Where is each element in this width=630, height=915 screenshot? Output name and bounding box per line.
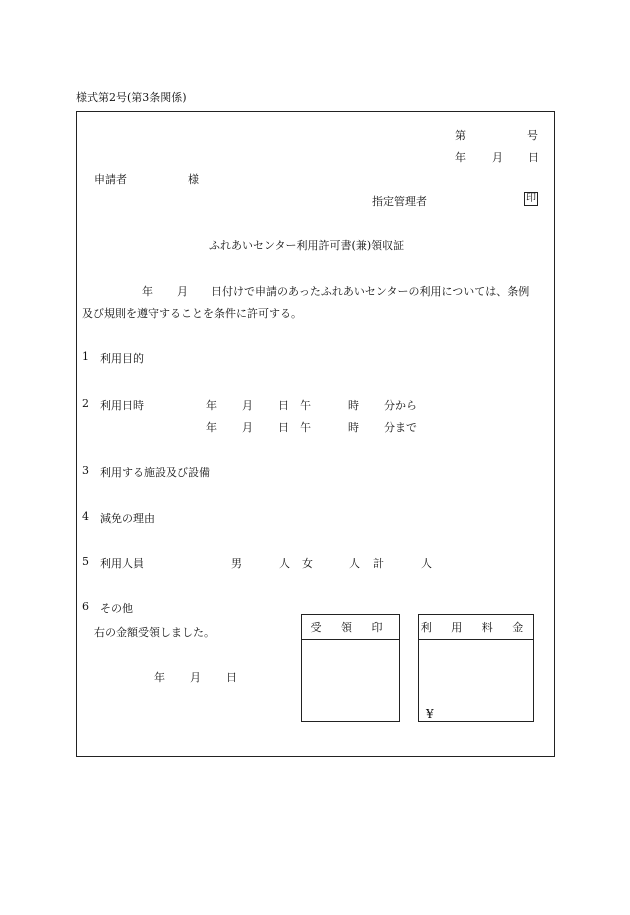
body-year: 年 <box>142 285 153 298</box>
item-number: 2 <box>82 397 89 410</box>
item-label-datetime: 利用日時 <box>100 399 144 412</box>
to-year: 年 <box>206 421 217 434</box>
receipt-month: 月 <box>190 671 201 684</box>
receipt-day: 日 <box>226 671 237 684</box>
from-hour: 時 <box>348 399 359 412</box>
from-month: 月 <box>242 399 253 412</box>
attendance-total: 計 <box>373 557 384 570</box>
document-title: ふれあいセンター利用許可書(兼)領収証 <box>209 239 405 252</box>
to-minute: 分まで <box>384 421 417 434</box>
date-day: 日 <box>528 151 539 164</box>
item-label-facilities: 利用する施設及び設備 <box>100 466 210 479</box>
from-day: 日 <box>278 399 289 412</box>
receipt-year: 年 <box>154 671 165 684</box>
to-month: 月 <box>242 421 253 434</box>
date-month: 月 <box>492 151 503 164</box>
to-day: 日 <box>278 421 289 434</box>
attendance-male: 男 <box>231 557 242 570</box>
attendance-unit: 人 <box>421 557 432 570</box>
item-label-purpose: 利用目的 <box>100 352 144 365</box>
item-number: 1 <box>82 350 89 363</box>
date-year: 年 <box>455 151 466 164</box>
to-hour: 時 <box>348 421 359 434</box>
form-reference: 様式第2号(第3条関係) <box>76 91 187 104</box>
fee-amount-line <box>426 707 520 722</box>
receipt-seal-label: 受 領 印 <box>302 615 399 640</box>
item-label-other: その他 <box>100 602 133 615</box>
to-ampm: 午 <box>300 421 311 434</box>
item-number: 3 <box>82 464 89 477</box>
attendance-female: 女 <box>302 557 313 570</box>
from-year: 年 <box>206 399 217 412</box>
fee-label: 利 用 料 金 <box>419 615 533 640</box>
fee-box <box>418 614 534 722</box>
from-minute: 分から <box>384 399 417 412</box>
body-line1: 日付けで申請のあったふれあいセンターの利用については、条例 <box>211 285 530 298</box>
item-label-attendance: 利用人員 <box>100 557 144 570</box>
item-number: 5 <box>82 555 89 568</box>
receipt-statement: 右の金額受領しました。 <box>94 626 215 639</box>
receipt-seal-box <box>301 614 400 722</box>
body-month: 月 <box>177 285 188 298</box>
item-number: 4 <box>82 510 89 523</box>
manager-label: 指定管理者 <box>372 195 427 208</box>
item-label-reduction: 減免の理由 <box>100 512 155 525</box>
currency-symbol: ¥ <box>426 707 434 721</box>
number-prefix: 第 <box>455 129 466 142</box>
item-number: 6 <box>82 600 89 613</box>
attendance-unit: 人 <box>349 557 360 570</box>
body-line2: 及び規則を遵守することを条件に許可する。 <box>82 307 302 320</box>
attendance-unit: 人 <box>279 557 290 570</box>
applicant-honorific: 様 <box>188 173 199 186</box>
applicant-label: 申請者 <box>94 173 127 186</box>
number-suffix: 号 <box>527 129 538 142</box>
seal-mark: 印 <box>526 193 536 204</box>
from-ampm: 午 <box>300 399 311 412</box>
